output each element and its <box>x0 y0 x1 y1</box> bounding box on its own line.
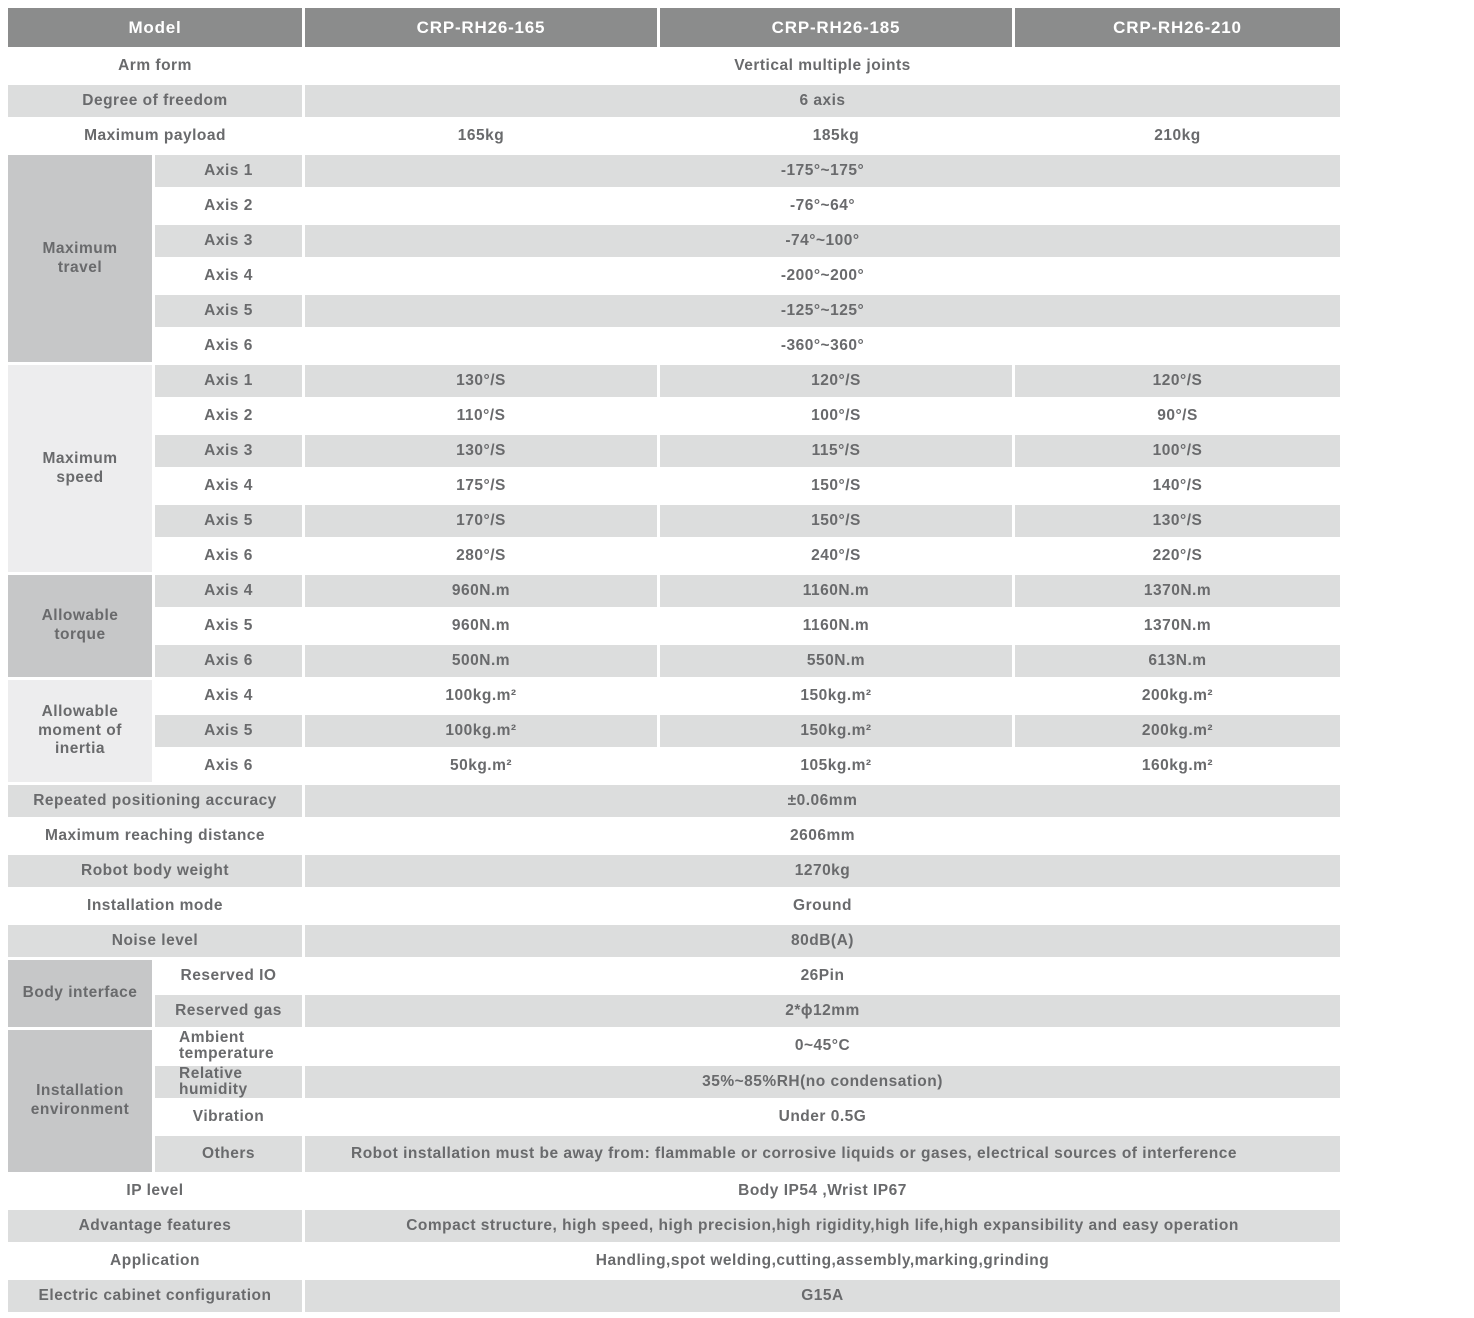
row-others <box>8 1136 1340 1172</box>
value-speed-axis5-210: 130°/S <box>1015 505 1340 537</box>
value-body-weight: 1270kg <box>305 855 1340 887</box>
label-application: Application <box>8 1245 302 1277</box>
value-travel-axis1: -175°~175° <box>305 155 1340 187</box>
value-torque-axis4-165: 960N.m <box>305 575 657 607</box>
row-travel-axis6 <box>8 330 1340 362</box>
row-travel-axis1 <box>8 155 1340 187</box>
row-travel-axis5 <box>8 295 1340 327</box>
sublabel-others: Others <box>155 1136 302 1172</box>
label-ip-level: IP level <box>8 1175 302 1207</box>
value-ip-level: Body IP54 ,Wrist IP67 <box>305 1175 1340 1207</box>
value-travel-axis6: -360°~360° <box>305 330 1340 362</box>
sublabel-relative-humidity: Relative humidity <box>155 1066 302 1099</box>
sublabel-travel-axis1: Axis 1 <box>155 155 302 187</box>
row-ambient-temperature <box>8 1030 1340 1063</box>
value-installation-mode: Ground <box>305 890 1340 922</box>
value-travel-axis4: -200°~200° <box>305 260 1340 292</box>
label-reaching-distance: Maximum reaching distance <box>8 820 302 852</box>
value-payload-185: 185kg <box>660 120 1012 152</box>
value-speed-axis4-165: 175°/S <box>305 470 657 502</box>
row-installation-mode <box>8 890 1340 922</box>
row-maximum-payload <box>8 120 1340 152</box>
sublabel-inertia-axis4: Axis 4 <box>155 680 302 712</box>
row-ip-level <box>8 1175 1340 1207</box>
sublabel-inertia-axis5: Axis 5 <box>155 715 302 747</box>
group-label-body-interface: Body interface <box>8 960 152 1027</box>
header-row <box>8 8 1340 47</box>
sublabel-speed-axis6: Axis 6 <box>155 540 302 572</box>
value-electric-cabinet: G15A <box>305 1280 1340 1312</box>
row-torque-axis5 <box>8 610 1340 642</box>
value-advantage-features: Compact structure, high speed, high precision,high rigidity,high life,high expansibility and easy operation <box>305 1210 1340 1242</box>
value-speed-axis6-185: 240°/S <box>660 540 1012 572</box>
label-arm-form: Arm form <box>8 50 302 82</box>
row-electric-cabinet <box>8 1280 1340 1312</box>
value-payload-165: 165kg <box>305 120 657 152</box>
row-speed-axis3 <box>8 435 1340 467</box>
value-inertia-axis4-185: 150kg.m² <box>660 680 1012 712</box>
value-torque-axis5-210: 1370N.m <box>1015 610 1340 642</box>
value-speed-axis3-185: 115°/S <box>660 435 1012 467</box>
row-inertia-axis5 <box>8 715 1340 747</box>
value-speed-axis2-210: 90°/S <box>1015 400 1340 432</box>
value-vibration: Under 0.5G <box>305 1101 1340 1133</box>
sublabel-inertia-axis6: Axis 6 <box>155 750 302 782</box>
row-reaching-distance <box>8 820 1340 852</box>
value-inertia-axis6-165: 50kg.m² <box>305 750 657 782</box>
value-speed-axis5-165: 170°/S <box>305 505 657 537</box>
value-torque-axis4-185: 1160N.m <box>660 575 1012 607</box>
label-noise-level: Noise level <box>8 925 302 957</box>
sublabel-vibration: Vibration <box>155 1101 302 1133</box>
spec-table <box>5 5 1343 1315</box>
value-travel-axis5: -125°~125° <box>305 295 1340 327</box>
value-inertia-axis6-185: 105kg.m² <box>660 750 1012 782</box>
label-installation-mode: Installation mode <box>8 890 302 922</box>
row-speed-axis6 <box>8 540 1340 572</box>
value-reserved-io: 26Pin <box>305 960 1340 992</box>
value-speed-axis3-165: 130°/S <box>305 435 657 467</box>
sublabel-travel-axis6: Axis 6 <box>155 330 302 362</box>
value-speed-axis6-165: 280°/S <box>305 540 657 572</box>
sublabel-speed-axis3: Axis 3 <box>155 435 302 467</box>
value-speed-axis2-165: 110°/S <box>305 400 657 432</box>
group-label-installation-environment: Installation environment <box>8 1030 152 1172</box>
group-label-maximum-speed: Maximum speed <box>8 365 152 572</box>
value-inertia-axis5-165: 100kg.m² <box>305 715 657 747</box>
row-relative-humidity <box>8 1066 1340 1099</box>
row-noise-level <box>8 925 1340 957</box>
value-degree-of-freedom: 6 axis <box>305 85 1340 117</box>
value-travel-axis2: -76°~64° <box>305 190 1340 222</box>
row-travel-axis2 <box>8 190 1340 222</box>
row-travel-axis4 <box>8 260 1340 292</box>
value-inertia-axis5-185: 150kg.m² <box>660 715 1012 747</box>
value-torque-axis6-185: 550N.m <box>660 645 1012 677</box>
row-repeated-accuracy <box>8 785 1340 817</box>
row-reserved-io <box>8 960 1340 992</box>
row-torque-axis6 <box>8 645 1340 677</box>
sublabel-speed-axis2: Axis 2 <box>155 400 302 432</box>
sublabel-speed-axis4: Axis 4 <box>155 470 302 502</box>
label-electric-cabinet: Electric cabinet configuration <box>8 1280 302 1312</box>
value-arm-form: Vertical multiple joints <box>305 50 1340 82</box>
label-advantage-features: Advantage features <box>8 1210 302 1242</box>
value-reserved-gas: 2*ϕ12mm <box>305 995 1340 1027</box>
value-inertia-axis4-210: 200kg.m² <box>1015 680 1340 712</box>
value-payload-210: 210kg <box>1015 120 1340 152</box>
sublabel-travel-axis3: Axis 3 <box>155 225 302 257</box>
value-speed-axis1-165: 130°/S <box>305 365 657 397</box>
row-speed-axis4 <box>8 470 1340 502</box>
value-torque-axis6-165: 500N.m <box>305 645 657 677</box>
row-vibration <box>8 1101 1340 1133</box>
value-ambient-temperature: 0~45°C <box>305 1030 1340 1063</box>
sublabel-speed-axis1: Axis 1 <box>155 365 302 397</box>
sublabel-torque-axis6: Axis 6 <box>155 645 302 677</box>
value-torque-axis5-165: 960N.m <box>305 610 657 642</box>
row-degree-of-freedom <box>8 85 1340 117</box>
group-label-allowable-torque: Allowable torque <box>8 575 152 677</box>
value-speed-axis4-210: 140°/S <box>1015 470 1340 502</box>
sublabel-torque-axis5: Axis 5 <box>155 610 302 642</box>
value-application: Handling,spot welding,cutting,assembly,marking,grinding <box>305 1245 1340 1277</box>
row-speed-axis2 <box>8 400 1340 432</box>
value-speed-axis4-185: 150°/S <box>660 470 1012 502</box>
sublabel-travel-axis5: Axis 5 <box>155 295 302 327</box>
sublabel-reserved-io: Reserved IO <box>155 960 302 992</box>
value-travel-axis3: -74°~100° <box>305 225 1340 257</box>
label-degree-of-freedom: Degree of freedom <box>8 85 302 117</box>
sublabel-torque-axis4: Axis 4 <box>155 575 302 607</box>
value-reaching-distance: 2606mm <box>305 820 1340 852</box>
row-application <box>8 1245 1340 1277</box>
value-others: Robot installation must be away from: flammable or corrosive liquids or gases, electrical sources of interference <box>305 1136 1340 1172</box>
value-torque-axis6-210: 613N.m <box>1015 645 1340 677</box>
value-inertia-axis6-210: 160kg.m² <box>1015 750 1340 782</box>
row-torque-axis4 <box>8 575 1340 607</box>
header-model-3: CRP-RH26-210 <box>1015 8 1340 47</box>
value-inertia-axis4-165: 100kg.m² <box>305 680 657 712</box>
row-body-weight <box>8 855 1340 887</box>
header-model-label: Model <box>8 8 302 47</box>
value-relative-humidity: 35%~85%RH(no condensation) <box>305 1066 1340 1099</box>
label-repeated-accuracy: Repeated positioning accuracy <box>8 785 302 817</box>
sublabel-reserved-gas: Reserved gas <box>155 995 302 1027</box>
value-speed-axis5-185: 150°/S <box>660 505 1012 537</box>
value-speed-axis6-210: 220°/S <box>1015 540 1340 572</box>
value-speed-axis1-185: 120°/S <box>660 365 1012 397</box>
label-body-weight: Robot body weight <box>8 855 302 887</box>
value-repeated-accuracy: ±0.06mm <box>305 785 1340 817</box>
value-speed-axis3-210: 100°/S <box>1015 435 1340 467</box>
value-speed-axis1-210: 120°/S <box>1015 365 1340 397</box>
value-speed-axis2-185: 100°/S <box>660 400 1012 432</box>
header-model-2: CRP-RH26-185 <box>660 8 1012 47</box>
row-speed-axis1 <box>8 365 1340 397</box>
label-maximum-payload: Maximum payload <box>8 120 302 152</box>
value-inertia-axis5-210: 200kg.m² <box>1015 715 1340 747</box>
value-torque-axis5-185: 1160N.m <box>660 610 1012 642</box>
group-label-maximum-travel: Maximum travel <box>8 155 152 362</box>
row-inertia-axis4 <box>8 680 1340 712</box>
sublabel-travel-axis4: Axis 4 <box>155 260 302 292</box>
row-reserved-gas <box>8 995 1340 1027</box>
row-speed-axis5 <box>8 505 1340 537</box>
sublabel-ambient-temperature: Ambient temperature <box>155 1030 302 1063</box>
sublabel-speed-axis5: Axis 5 <box>155 505 302 537</box>
value-noise-level: 80dB(A) <box>305 925 1340 957</box>
row-inertia-axis6 <box>8 750 1340 782</box>
row-advantage-features <box>8 1210 1340 1242</box>
group-label-allowable-inertia: Allowable moment of inertia <box>8 680 152 782</box>
header-model-1: CRP-RH26-165 <box>305 8 657 47</box>
row-travel-axis3 <box>8 225 1340 257</box>
value-torque-axis4-210: 1370N.m <box>1015 575 1340 607</box>
row-arm-form <box>8 50 1340 82</box>
sublabel-travel-axis2: Axis 2 <box>155 190 302 222</box>
